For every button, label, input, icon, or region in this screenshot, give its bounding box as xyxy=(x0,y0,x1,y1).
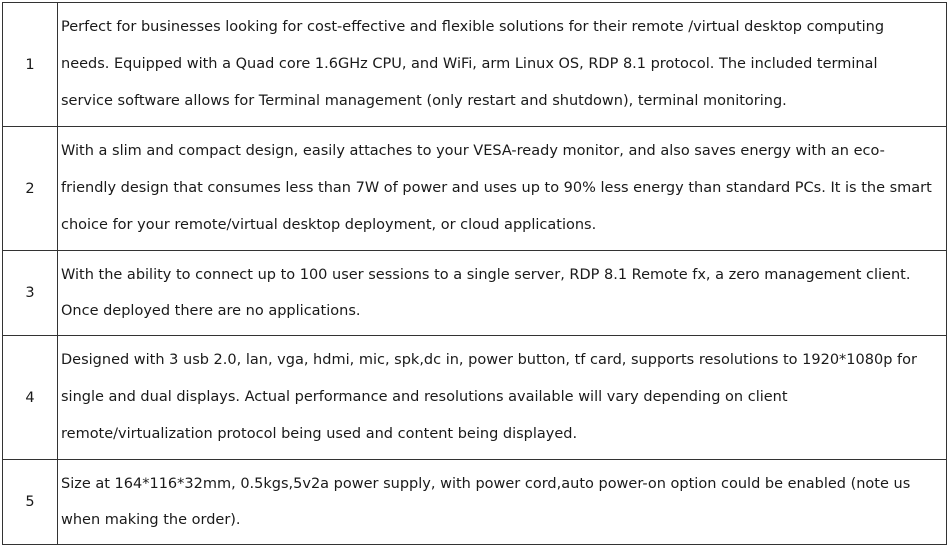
description-line: Designed with 3 usb 2.0, lan, vga, hdmi, mic, spk,dc in, power button, tf card, supports resolutions to 1920*1080p for xyxy=(61,352,917,368)
description-line: friendly design that consumes less than 7W of power and uses up to 90% less energy than standard PCs. It is the smart xyxy=(61,180,932,196)
description-line: single and dual displays. Actual performance and resolutions available will vary depending on client xyxy=(61,389,788,405)
table-row xyxy=(3,251,947,336)
description-line: choice for your remote/virtual desktop deployment, or cloud applications. xyxy=(61,217,597,233)
description-line: when making the order). xyxy=(61,512,241,528)
description-line: Size at 164*116*32mm, 0.5kgs,5v2a power supply, with power cord,auto power-on option could be enabled (note us xyxy=(61,476,911,492)
row-description xyxy=(58,251,947,336)
description-line: Perfect for businesses looking for cost-effective and flexible solutions for their remote /virtual desktop computing xyxy=(61,19,885,35)
description-line: service software allows for Terminal management (only restart and shutdown), terminal monitoring. xyxy=(61,93,787,109)
row-number: 5 xyxy=(3,460,58,545)
feature-table xyxy=(2,2,947,545)
description-line: With a slim and compact design, easily attaches to your VESA-ready monitor, and also saves energy with an eco- xyxy=(61,143,885,159)
description-line: With the ability to connect up to 100 user sessions to a single server, RDP 8.1 Remote fx, a zero management client. xyxy=(61,267,911,283)
table-row xyxy=(3,336,947,460)
table-row xyxy=(3,127,947,251)
table-row xyxy=(3,3,947,127)
row-description xyxy=(58,3,947,127)
table-row xyxy=(3,460,947,545)
row-number: 1 xyxy=(3,3,58,127)
row-number: 4 xyxy=(3,336,58,460)
row-number: 2 xyxy=(3,127,58,251)
row-description xyxy=(58,336,947,460)
description-line: needs. Equipped with a Quad core 1.6GHz CPU, and WiFi, arm Linux OS, RDP 8.1 protocol. The included terminal xyxy=(61,56,878,72)
description-line: Once deployed there are no applications. xyxy=(61,303,361,319)
row-number: 3 xyxy=(3,251,58,336)
row-description xyxy=(58,460,947,545)
row-description xyxy=(58,127,947,251)
description-line: remote/virtualization protocol being used and content being displayed. xyxy=(61,426,578,442)
